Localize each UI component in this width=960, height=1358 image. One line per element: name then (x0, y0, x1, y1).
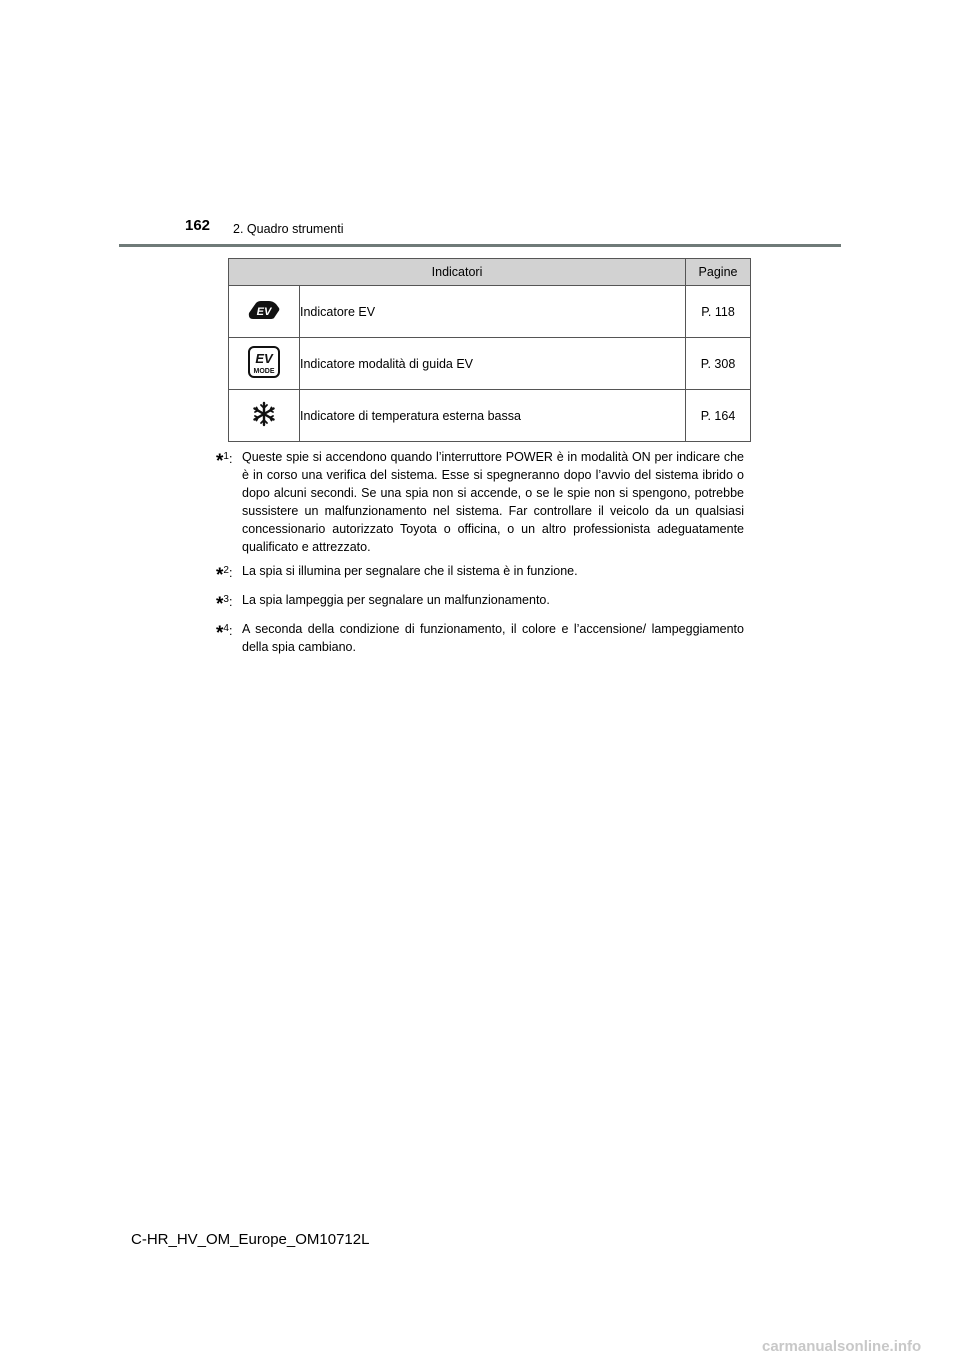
snowflake-icon (251, 401, 277, 427)
header-divider (119, 244, 841, 247)
footnote-text: La spia lampeggia per segnalare un malfunzionamento. (242, 593, 550, 607)
table-row (229, 286, 751, 338)
icon-cell (229, 390, 300, 442)
icon-cell (229, 338, 300, 390)
footnote-text: Queste spie si accendono quando l’interruttore POWER è in modalità ON per indicare che è in corso una verifica del sistema. Esse si spegneranno dopo l’avvio del sistema ibrido o dopo alcuni secondi. Se una spia non si accende, o se le spie non si spengono, potrebbe sussistere un malfunzionamento nel sistema. Far controllare il veicolo da un qualsiasi concessionario autorizzato Toyota o officina, o un altro professionista adeguatamente qualificato e attrezzato. (242, 450, 744, 554)
ev-icon-label: EV (256, 306, 272, 318)
ev-mode-icon-mode-label: MODE (253, 368, 275, 375)
indicator-name: Indicatore modalità di guida EV (300, 338, 686, 390)
ev-mode-icon-ev-label: EV (255, 351, 273, 366)
watermark: carmanualsonline.info (762, 1338, 922, 1355)
table-header-row (229, 259, 751, 286)
section-title: 2. Quadro strumenti (233, 222, 344, 236)
footnotes (216, 448, 744, 662)
footnote-marker: *$^4$: (216, 623, 233, 644)
page-reference[interactable]: P. 308 (686, 338, 751, 390)
indicators-table (228, 258, 751, 442)
footnote-marker: *$^2$: (216, 565, 233, 586)
document-code: C-HR_HV_OM_Europe_OM10712L (131, 1231, 370, 1248)
page-number: 162 (185, 217, 211, 234)
page-reference[interactable]: P. 164 (686, 390, 751, 442)
table-row (229, 390, 751, 442)
footnote-marker: *$^3$: (216, 594, 233, 615)
footnote (216, 591, 744, 614)
table-row (229, 338, 751, 390)
footnote-marker: *$^1$: (216, 451, 233, 472)
indicator-name: Indicatore di temperatura esterna bassa (300, 390, 686, 442)
indicator-name: Indicatore EV (300, 286, 686, 338)
footnote (216, 620, 744, 656)
page-reference[interactable]: P. 118 (686, 286, 751, 338)
ev-indicator-icon (247, 299, 281, 321)
column-header-indicators: Indicatori (229, 259, 686, 286)
ev-mode-icon (248, 346, 280, 378)
icon-cell (229, 286, 300, 338)
footnote-text: La spia si illumina per segnalare che il sistema è in funzione. (242, 564, 578, 578)
column-header-pages: Pagine (686, 259, 751, 286)
footnote (216, 562, 744, 585)
footnote (216, 448, 744, 556)
footnote-text: A seconda della condizione di funzionamento, il colore e l’accensione/ lampeggiamento della spia cambiano. (242, 622, 744, 654)
